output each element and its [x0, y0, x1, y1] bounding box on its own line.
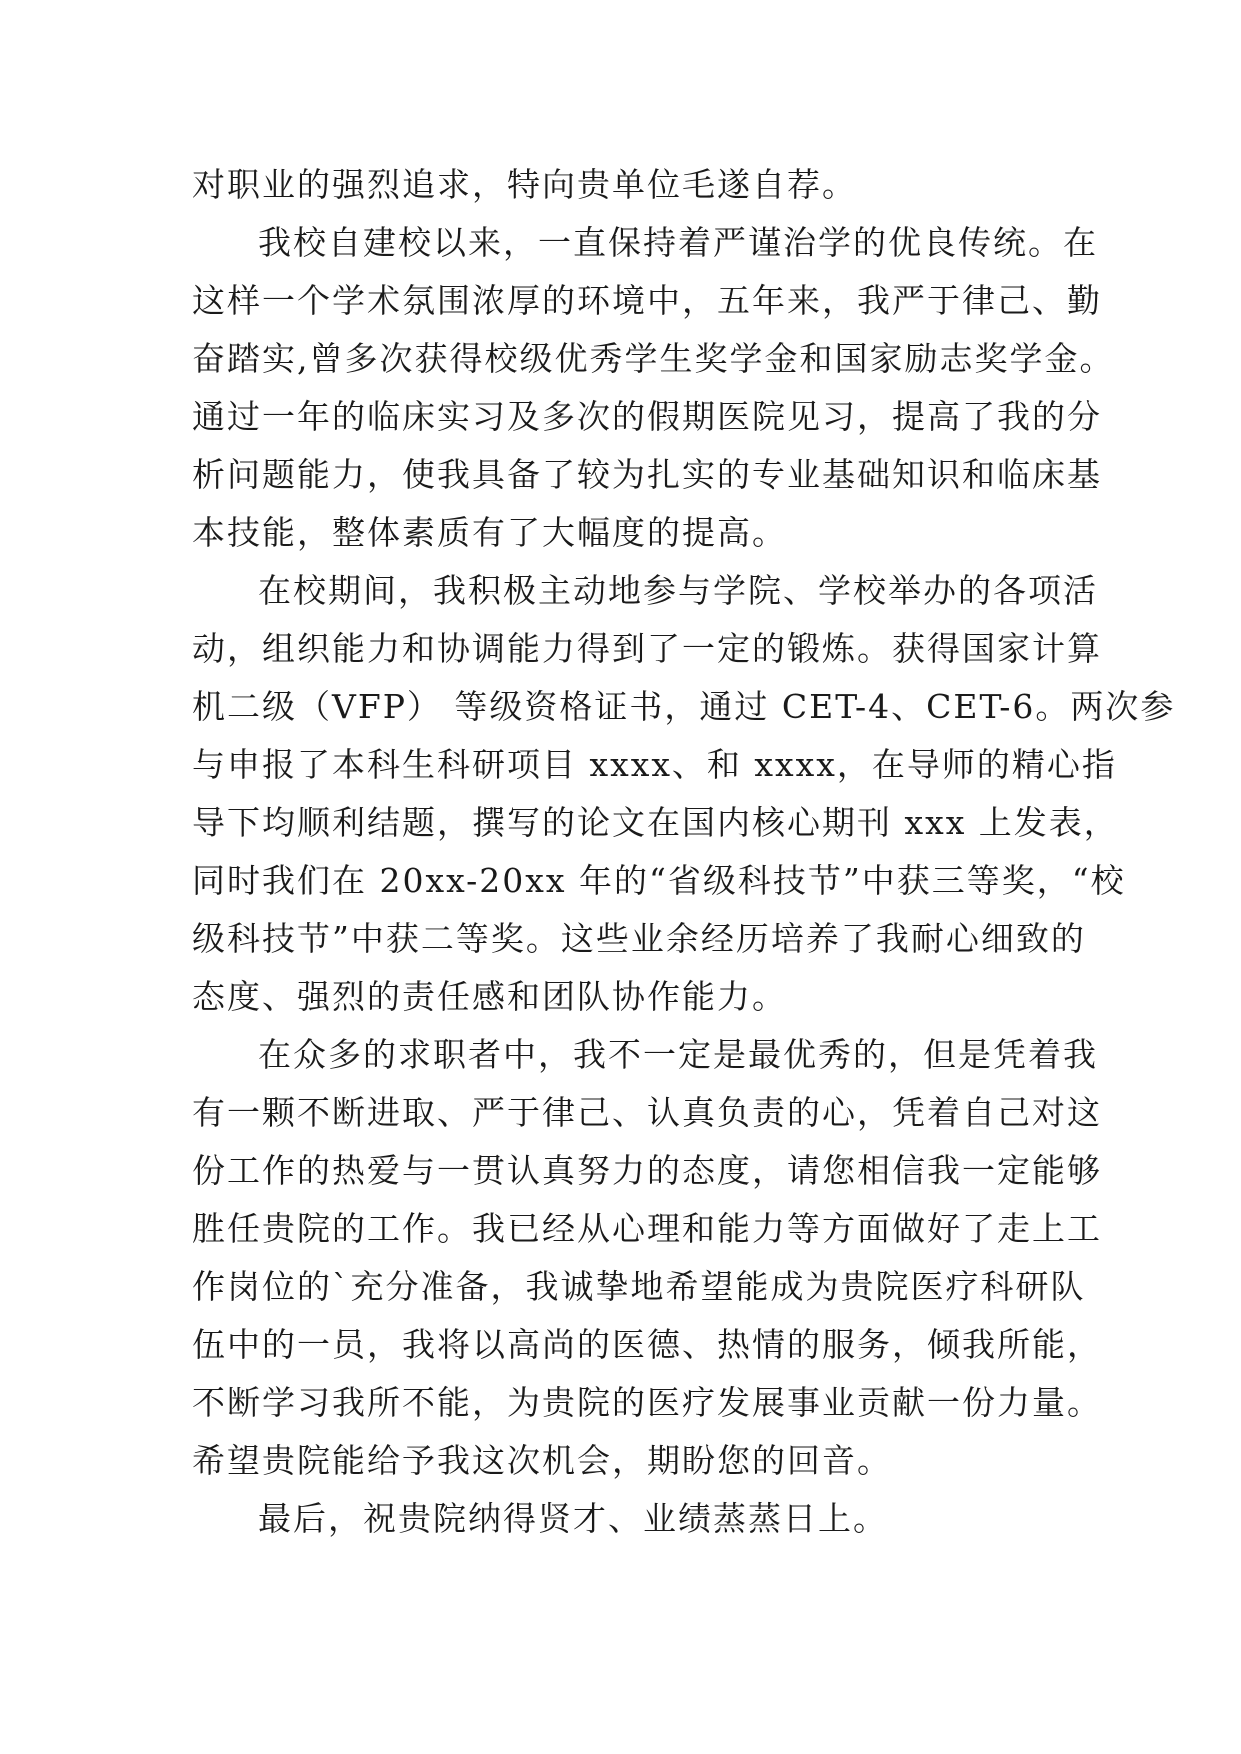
text-line: 最后，祝贵院纳得贤才、业绩蒸蒸日上。 — [258, 1499, 888, 1538]
text-line: 在校期间，我积极主动地参与学院、学校举办的各项活 — [258, 571, 1098, 610]
text-line: 导下均顺利结题，撰写的论文在国内核心期刊 xxx 上发表， — [192, 803, 1119, 842]
text-line: 份工作的热爱与一贯认真努力的态度，请您相信我一定能够 — [192, 1151, 1102, 1190]
text-line: 我校自建校以来，一直保持着严谨治学的优良传统。在 — [258, 223, 1098, 262]
text-line: 这样一个学术氛围浓厚的环境中，五年来，我严于律己、勤 — [192, 281, 1102, 320]
text-line: 本技能，整体素质有了大幅度的提高。 — [192, 513, 787, 552]
text-line: 奋踏实,曾多次获得校级优秀学生奖学金和国家励志奖学金。 — [192, 339, 1115, 378]
text-line: 希望贵院能给予我这次机会，期盼您的回音。 — [192, 1441, 892, 1480]
text-line: 作岗位的`充分准备，我诚挚地希望能成为贵院医疗科研队 — [192, 1267, 1086, 1306]
text-line: 有一颗不断进取、严于律己、认真负责的心，凭着自己对这 — [192, 1093, 1102, 1132]
text-line: 机二级（VFP） 等级资格证书，通过 CET-4、CET-6。两次参 — [192, 687, 1176, 726]
text-line: 胜任贵院的工作。我已经从心理和能力等方面做好了走上工 — [192, 1209, 1102, 1248]
paragraph — [192, 562, 1176, 1026]
text-line: 在众多的求职者中，我不一定是最优秀的，但是凭着我 — [258, 1035, 1098, 1074]
text-line: 析问题能力，使我具备了较为扎实的专业基础知识和临床基 — [192, 455, 1102, 494]
paragraph — [192, 1026, 1102, 1490]
paragraph — [192, 156, 1092, 214]
text-line: 与申报了本科生科研项目 xxxx、和 xxxx，在导师的精心指 — [192, 745, 1117, 784]
letter-body — [192, 156, 1176, 1548]
text-line: 不断学习我所不能，为贵院的医疗发展事业贡献一份力量。 — [192, 1383, 1102, 1422]
text-line: 同时我们在 20xx-20xx 年的“省级科技节”中获三等奖，“校 — [192, 861, 1126, 900]
text-line: 动，组织能力和协调能力得到了一定的锻炼。获得国家计算 — [192, 629, 1102, 668]
text-line: 态度、强烈的责任感和团队协作能力。 — [192, 977, 787, 1016]
text-line: 伍中的一员，我将以高尚的医德、热情的服务，倾我所能， — [192, 1325, 1102, 1364]
text-line: 通过一年的临床实习及多次的假期医院见习，提高了我的分 — [192, 397, 1102, 436]
paragraph — [192, 214, 1115, 562]
text-line: 对职业的强烈追求，特向贵单位毛遂自荐。 — [192, 165, 857, 204]
paragraph — [192, 1490, 1092, 1548]
text-line: 级科技节”中获二等奖。这些业余经历培养了我耐心细致的 — [192, 919, 1086, 958]
